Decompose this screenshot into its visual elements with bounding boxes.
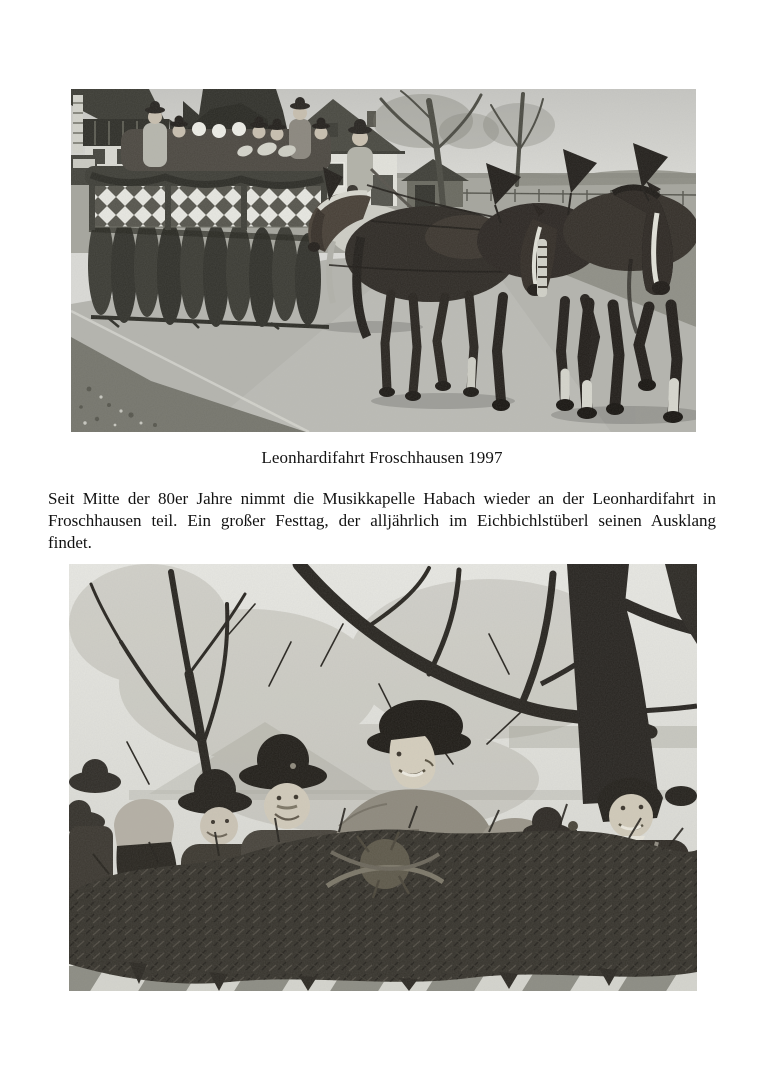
photo-grain <box>71 89 696 432</box>
photo-grain <box>69 564 697 991</box>
body-text-line: Seit Mitte der 80er Jahre nimmt die Musikkapelle Habach wieder an der Leonhardifahrt in <box>48 489 716 508</box>
body-paragraph <box>48 488 716 554</box>
body-text-line: Froschhausen teil. Ein großer Festtag, der alljährlich im Eichbichlstüberl seinen Ausklang <box>48 511 716 530</box>
bottom-photo <box>69 564 697 991</box>
top-photo <box>71 89 696 432</box>
photo-caption: Leonhardifahrt Froschhausen 1997 <box>261 448 503 467</box>
body-text-line: findet. <box>48 533 92 552</box>
